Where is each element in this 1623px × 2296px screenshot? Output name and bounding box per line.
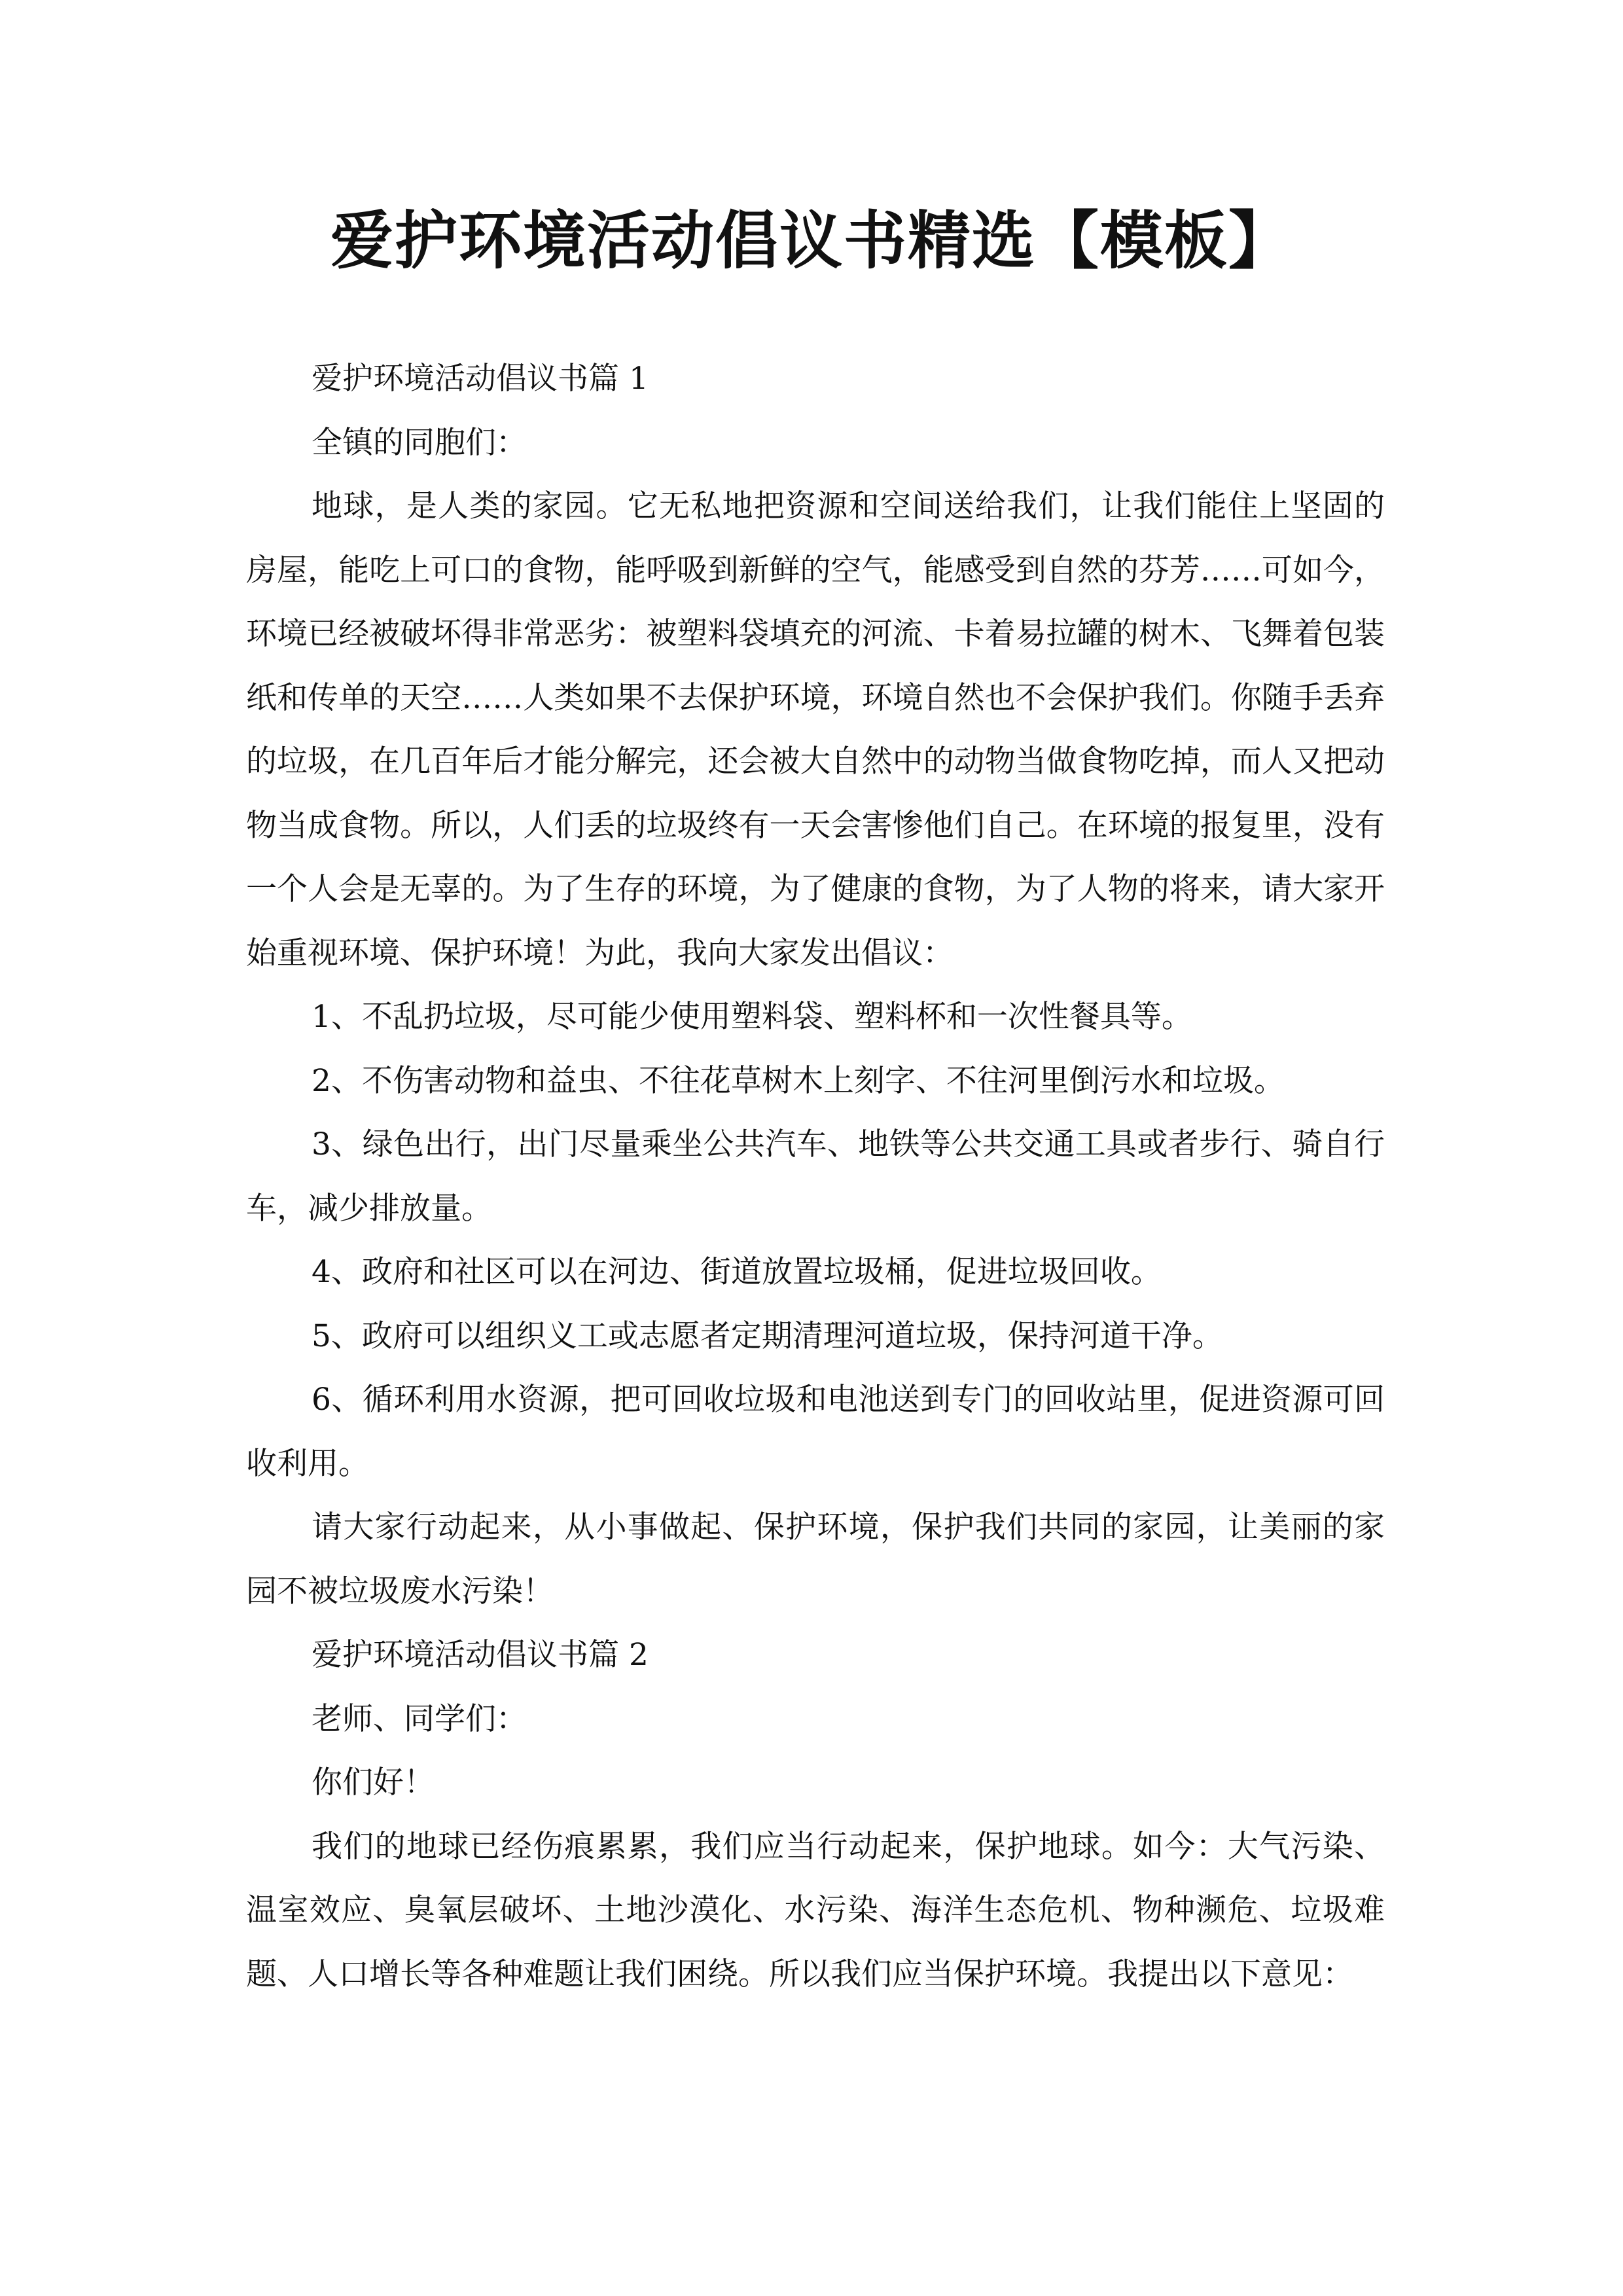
document-body bbox=[246, 347, 1385, 2006]
section-heading-2: 爱护环境活动倡议书篇 2 bbox=[312, 1637, 649, 1673]
document-title: 爱护环境活动倡议书精选【模板】 bbox=[330, 204, 1293, 278]
proposal-item-3: 3、绿色出行，出门尽量乘坐公共汽车、地铁等公共交通工具或者步行、骑自行车，减少排放量。 bbox=[246, 1126, 1385, 1227]
intro-paragraph: 地球，是人类的家园。它无私地把资源和空间送给我们，让我们能住上坚固的房屋，能吃上可口的食物，能呼吸到新鲜的空气，能感受到自然的芬芳……可如今，环境已经被破坏得非常恶劣：被塑料袋填充的河流、卡着易拉罐的树木、飞舞着包装纸和传单的天空……人类如果不去保护环境，环境自然也不会保护我们。你随手丢弃的垃圾，在几百年后才能分解完，还会被大自然中的动物当做食物吃掉，而人又把动物当成食物。所以，人们丢的垃圾终有一天会害惨他们自己。在环境的报复里，没有一个人会是无辜的。为了生存的环境，为了健康的食物，为了人物的将来，请大家开始重视环境、保护环境！为此，我向大家发出倡议： bbox=[246, 488, 1385, 971]
proposal-item-4: 4、政府和社区可以在河边、街道放置垃圾桶，促进垃圾回收。 bbox=[312, 1254, 1162, 1290]
proposal-item-1: 1、不乱扔垃圾，尽可能少使用塑料袋、塑料杯和一次性餐具等。 bbox=[312, 999, 1192, 1035]
section-heading-1: 爱护环境活动倡议书篇 1 bbox=[312, 361, 649, 397]
salutation-2: 老师、同学们： bbox=[312, 1700, 527, 1737]
section-2-paragraph: 我们的地球已经伤痕累累，我们应当行动起来，保护地球。如今：大气污染、温室效应、臭氧层破坏、土地沙漠化、水污染、海洋生态危机、物种濒危、垃圾难题、人口增长等各种难题让我们困绕。所以我们应当保护环境。我提出以下意见： bbox=[246, 1828, 1385, 1992]
proposal-item-2: 2、不伤害动物和益虫、不往花草树木上刻字、不往河里倒污水和垃圾。 bbox=[312, 1062, 1285, 1099]
proposal-item-6: 6、循环利用水资源，把可回收垃圾和电池送到专门的回收站里，促进资源可回收利用。 bbox=[246, 1382, 1385, 1482]
salutation-1: 全镇的同胞们： bbox=[312, 424, 527, 461]
proposal-item-5: 5、政府可以组织义工或志愿者定期清理河道垃圾，保持河道干净。 bbox=[312, 1318, 1223, 1354]
closing-paragraph: 请大家行动起来，从小事做起、保护环境，保护我们共同的家园，让美丽的家园不被垃圾废水污染！ bbox=[246, 1509, 1385, 1609]
greeting: 你们好！ bbox=[312, 1765, 435, 1801]
